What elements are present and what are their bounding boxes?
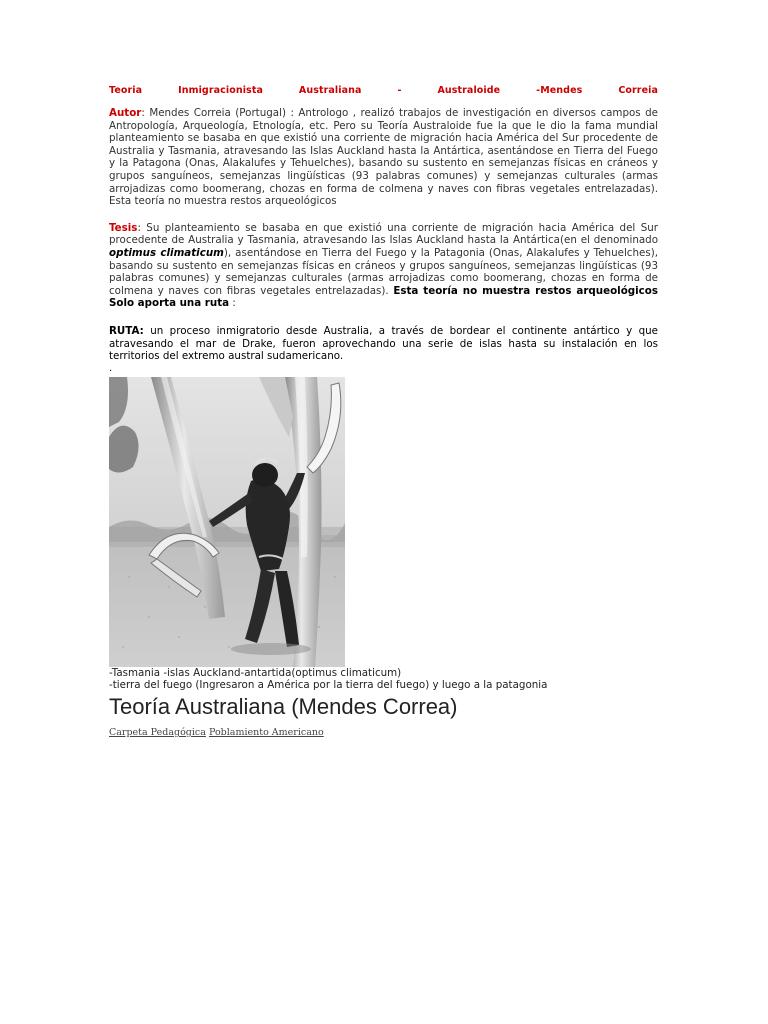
ruta-label: RUTA: [109,324,144,337]
heading-word: Correia [618,85,658,96]
tag-links [109,727,658,738]
ruta-paragraph [109,325,658,363]
tesis-label: Tesis [109,221,138,234]
page-title: Teoría Australiana (Mendes Correa) [109,694,458,720]
document-page [109,84,658,738]
heading-word: - [397,85,402,96]
tesis-text: ), asentándose en Tierra del Fuego y la Patagonia (Onas, Alakalufes y Tehuelches), basando su sustento en semejanzas físicas en cráneos y grupos sanguíneos, semejanzas lingüísticas (93 palabras comunes) y semejanzas culturales (armas arrojadizas como boomerang, chozas en forma de colmena y naves con fibras vegetales entrelazadas). [109,246,658,297]
link-poblamiento-americano[interactable]: Poblamiento Americano [208,727,324,739]
autor-label: Autor [109,107,142,119]
heading-word: Teoria [109,85,143,96]
tesis-emphasis: optimus climaticum [109,246,224,259]
tesis-paragraph [109,222,658,310]
heading-word: Inmigracionista [178,85,263,96]
tesis-text: : Su planteamiento se basaba en que existió una corriente de migración hacia América del Sur procedente de Australia y Tasmania, atravesando las Islas Auckland hasta la Antártica(en el denominado [109,221,658,247]
caption-line-1: -Tasmania -islas Auckland-antartida(optimus climaticum) [109,666,402,679]
link-carpeta-pedagogica[interactable]: Carpeta Pedagógica [109,727,206,739]
heading-word: Australiana [298,85,362,96]
separator-dot: . [109,362,113,374]
caption-line-2: -tierra del fuego (Ingresaron a América por la tierra del fuego) y luego a la patagonia [109,679,548,692]
autor-text: : Mendes Correia (Portugal) : Antrologo , realizó trabajos de investigación en diversos campos de Antropología, Arqueología, Etnología, etc. Pero su Teoría Australoide fue la que le dio la fama mundial planteamiento se basaba en que existió una corriente de migración hacia América del Sur procedente de Australia y Tasmania, atravesando las Islas Auckland hasta la Antártica, asentándose en Tierra del Fuego y la Patagona (Onas, Alakalufes y Tehuelches), basando su sustento en semejanzas físicas en cráneos y grupos sanguíneos, semejanzas lingüísticas (93 palabras comunes) y semejanzas culturales (armas arrojadizas como boomerang, chozas en forma de colmena y naves con fibras vegetales entrelazadas). Esta teoría no muestra restos arqueológicos [109,107,658,208]
tesis-text: : [229,297,236,310]
aboriginal-boomerang-photo [109,377,345,667]
document-heading [109,84,658,98]
autor-paragraph [109,107,658,208]
ruta-text: un proceso inmigratorio desde Australia, a través de bordear el continente antártico y que atravesando el mar de Drake, fueron aprovechando una serie de islas hasta su instalación en los territorios del extremo austral sudamericano. [109,324,658,363]
heading-word: Australoide [437,85,501,96]
heading-word: -Mendes [536,85,583,96]
tesis-conclusion: Esta teoría no muestra restos arqueológicos Solo aporta una ruta [109,284,658,310]
